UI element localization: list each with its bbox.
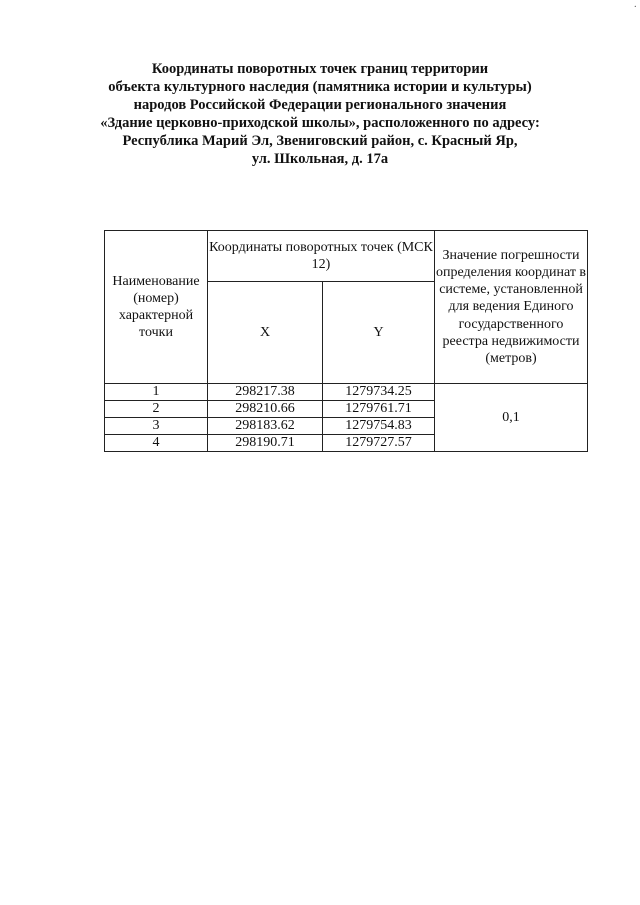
coord-y: 1279761.71 [323,401,435,418]
title-line-6: ул. Школьная, д. 17а [251,151,389,167]
point-number: 2 [105,401,208,418]
title-line-2: объекта культурного наследия (памятника истории и культуры) [108,79,532,95]
header-coordinates: Координаты поворотных точек (МСК 12) [208,231,435,282]
header-point-name: Наименование (номер) характерной точки [105,231,208,384]
coord-x: 298183.62 [208,418,323,435]
title-line-4: «Здание церковно-приходской школы», расположенного по адресу: [100,115,540,131]
table-row [105,384,588,401]
header-y: Y [323,282,435,384]
edge-mark: · [633,2,637,13]
coord-x: 298210.66 [208,401,323,418]
title-line-5: Республика Марий Эл, Звениговский район, с. Красный Яр, [122,133,518,149]
coord-y: 1279734.25 [323,384,435,401]
coord-x: 298217.38 [208,384,323,401]
coord-y: 1279754.83 [323,418,435,435]
title-line-1: Координаты поворотных точек границ территории [151,61,489,77]
point-number: 4 [105,435,208,452]
point-number: 1 [105,384,208,401]
header-error-value: Значение погрешности определения координат в системе, установленной для ведения Единого государственного реестра недвижимости (метров) [435,231,588,384]
error-value: 0,1 [435,384,588,452]
point-number: 3 [105,418,208,435]
title-line-3: народов Российской Федерации регионального значения [133,97,507,113]
coord-x: 298190.71 [208,435,323,452]
header-x: X [208,282,323,384]
coord-y: 1279727.57 [323,435,435,452]
document-title [60,60,580,168]
coordinates-table [104,230,588,452]
